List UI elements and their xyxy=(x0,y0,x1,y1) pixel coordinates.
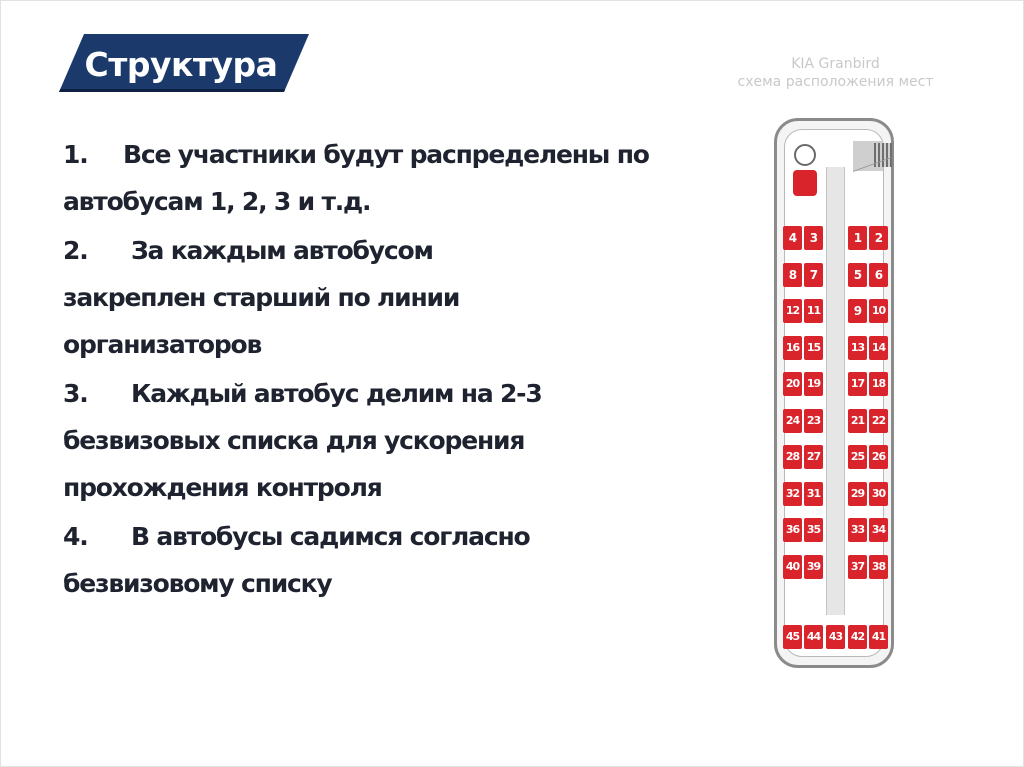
seat-14: 14 xyxy=(869,336,888,360)
seat-3: 3 xyxy=(804,226,823,250)
list-item-3 xyxy=(63,370,683,511)
list-line: безвизовых списка для ускорения xyxy=(63,426,525,455)
seat-7: 7 xyxy=(804,263,823,287)
seat-13: 13 xyxy=(848,336,867,360)
seat-34: 34 xyxy=(869,518,888,542)
seat-36: 36 xyxy=(783,518,802,542)
seat-19: 19 xyxy=(804,372,823,396)
seat-1: 1 xyxy=(848,226,867,250)
seat-30: 30 xyxy=(869,482,888,506)
bus-aisle xyxy=(826,167,845,615)
seat-44: 44 xyxy=(804,625,823,649)
seat-40: 40 xyxy=(783,555,802,579)
seat-42: 42 xyxy=(848,625,867,649)
list-line: закреплен старший по линии xyxy=(63,283,460,312)
seat-23: 23 xyxy=(804,409,823,433)
seat-26: 26 xyxy=(869,445,888,469)
seat-18: 18 xyxy=(869,372,888,396)
list-line: безвизовому списку xyxy=(63,569,332,598)
seat-29: 29 xyxy=(848,482,867,506)
list-line: Все участники будут распределены по xyxy=(123,140,649,169)
list-number-4: 4. xyxy=(63,522,88,551)
list-line: организаторов xyxy=(63,330,262,359)
bus-model: KIA Granbird xyxy=(791,56,880,72)
seat-33: 33 xyxy=(848,518,867,542)
seat-5: 5 xyxy=(848,263,867,287)
seat-11: 11 xyxy=(804,299,823,323)
list-line: прохождения контроля xyxy=(63,473,382,502)
list-number-2: 2. xyxy=(63,236,88,265)
list-line: За каждым автобусом xyxy=(131,236,433,265)
seat-32: 32 xyxy=(783,482,802,506)
seat-2: 2 xyxy=(869,226,888,250)
list-item-2 xyxy=(63,227,683,368)
slide-title: Структура xyxy=(84,45,278,84)
seat-41: 41 xyxy=(869,625,888,649)
seat-39: 39 xyxy=(804,555,823,579)
bus-caption-subtitle: схема расположения мест xyxy=(737,74,934,90)
seat-9: 9 xyxy=(848,299,867,323)
seat-12: 12 xyxy=(783,299,802,323)
seat-17: 17 xyxy=(848,372,867,396)
seat-38: 38 xyxy=(869,555,888,579)
seat-31: 31 xyxy=(804,482,823,506)
numbered-list xyxy=(63,131,683,609)
list-line: В автобусы садимся согласно xyxy=(131,522,530,551)
list-number-3: 3. xyxy=(63,379,88,408)
seat-27: 27 xyxy=(804,445,823,469)
seat-35: 35 xyxy=(804,518,823,542)
list-line: Каждый автобус делим на 2-3 xyxy=(131,379,542,408)
seat-28: 28 xyxy=(783,445,802,469)
seat-24: 24 xyxy=(783,409,802,433)
list-item-4 xyxy=(63,513,683,607)
bus-caption xyxy=(713,55,958,91)
list-line: автобусам 1, 2, 3 и т.д. xyxy=(63,187,371,216)
seat-22: 22 xyxy=(869,409,888,433)
seat-8: 8 xyxy=(783,263,802,287)
seat-4: 4 xyxy=(783,226,802,250)
seat-21: 21 xyxy=(848,409,867,433)
seat-10: 10 xyxy=(869,299,888,323)
list-item-1 xyxy=(63,131,683,225)
seat-6: 6 xyxy=(869,263,888,287)
seat-20: 20 xyxy=(783,372,802,396)
seat-16: 16 xyxy=(783,336,802,360)
seat-43: 43 xyxy=(826,625,845,649)
seat-25: 25 xyxy=(848,445,867,469)
steering-wheel-icon xyxy=(794,144,816,166)
seat-15: 15 xyxy=(804,336,823,360)
driver-seat xyxy=(793,170,817,196)
seat-37: 37 xyxy=(848,555,867,579)
seat-45: 45 xyxy=(783,625,802,649)
list-number-1: 1. xyxy=(63,140,88,169)
